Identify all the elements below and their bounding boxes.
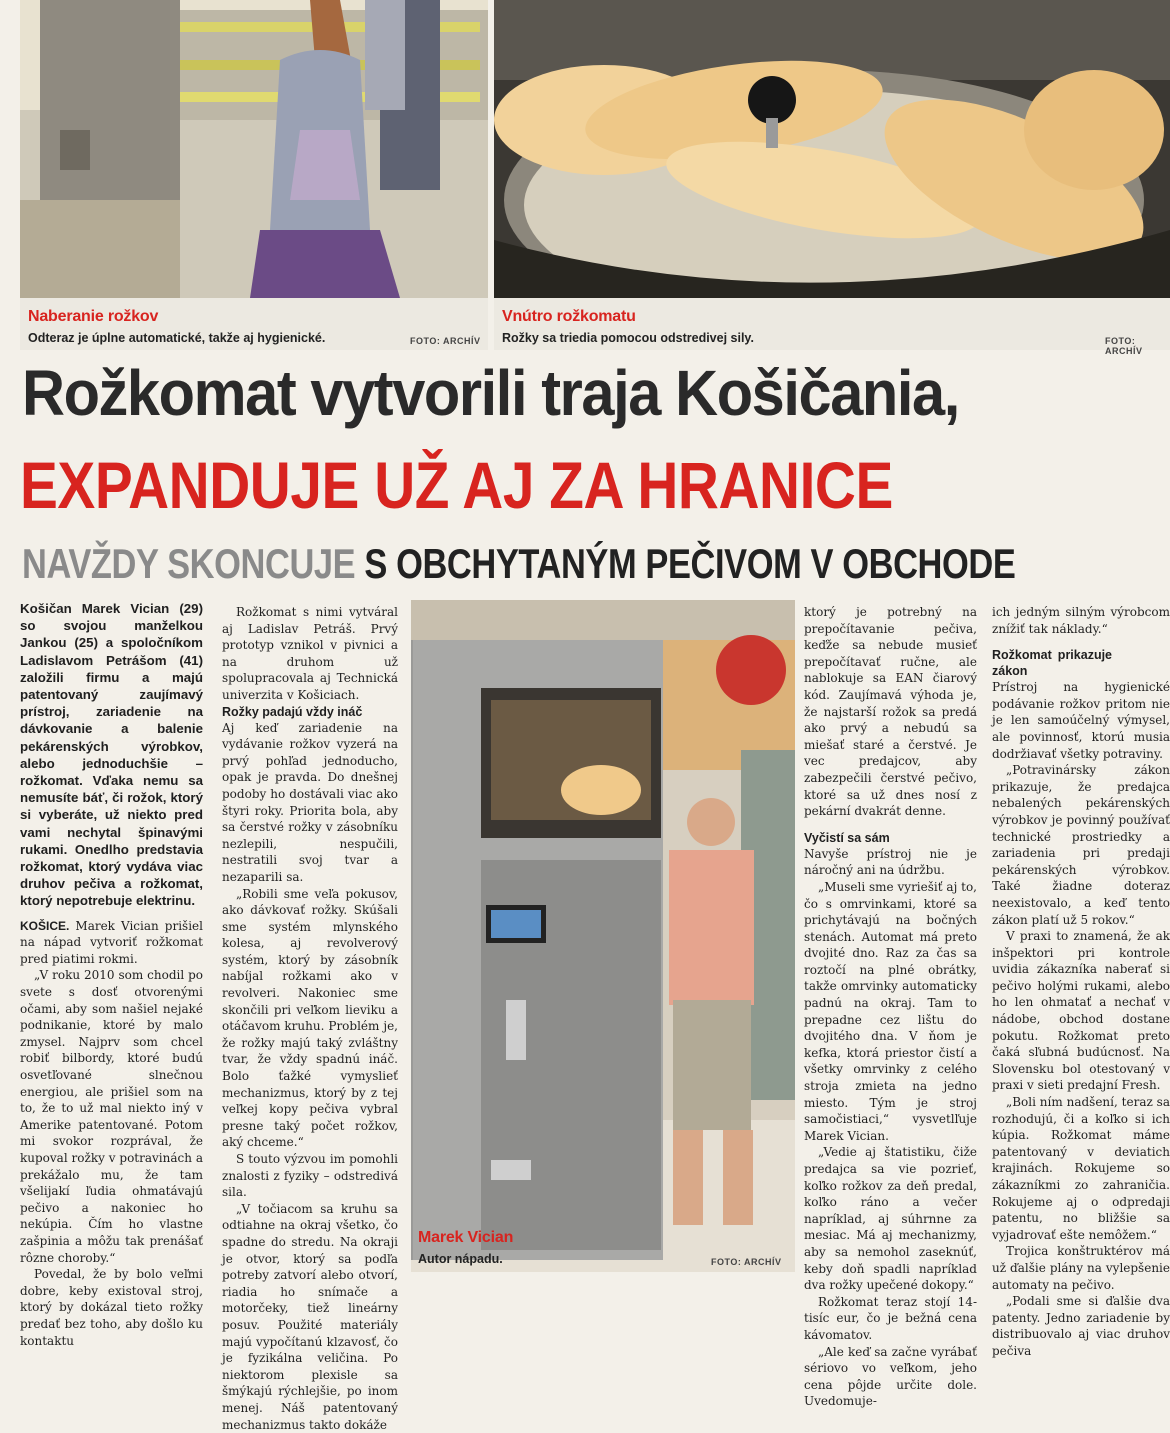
article-paragraph: ktorý je potrebný na prepočítavanie pečiva, keďže sa nebude musieť prepočítavať ručne, ale nablokuje sa EAN čiarový kód. Zaujímavá výhoda je, že najstarší rožok sa predá ako prvý a nebudú sa miešať staré a čerstvé. Je vec predajcov, aby zabezpečili čerstvé pečivo, ktoré sa už dnes nosí z pekární dvakrát denne.	[804, 605, 977, 819]
photo-caption-title: Naberanie rožkov	[28, 308, 159, 325]
article-paragraph: Povedal, že by bolo veľmi dobre, keby existoval stroj, ktorý by dokázal tieto rožky predať bez toho, aby došlo ku kontaktu	[20, 1267, 203, 1348]
article-paragraph: Aj keď zariadenie na vydávanie rožkov vyzerá na prvý pohľad jednoducho, opak je pravda. Do dnešnej podoby ho dostávali viac ako štyri roky. Priorita bola, aby sa čerstvé rožky v zásobníku nezlepili, nespučili, nestratili svoj tvar a nezaparili sa.	[222, 720, 398, 884]
photo-credit: FOTO: ARCHÍV	[1105, 336, 1143, 356]
article-paragraph: Rožkomat teraz stojí 14-tisíc eur, čo je bežná cena kávomatov.	[804, 1294, 977, 1342]
photo-rolls-inside	[494, 0, 1170, 298]
photo-credit: FOTO: ARCHÍV	[410, 336, 481, 346]
article-paragraph: „Boli ním nadšení, teraz sa rozhodujú, či a koľko si ich kúpia. Rožkomat máme patentovaný v deviatich krajinách. Rokujeme so zákazníkmi zo zahraničia. Rokujeme aj o odpredaji patentu, no bližšie sa vyjadrovať ešte nemôžem.“	[992, 1095, 1170, 1242]
subheading: Rožky padajú vždy ináč	[222, 704, 363, 719]
photo-caption-text: Odteraz je úplne automatické, takže aj hygienické.	[28, 331, 326, 345]
article-lead: Košičan Marek Vician (29) so svojou manželkou Jankou (25) a spoločníkom Ladislavom Petrášom (41) založili firmu a majú patentovaný zaujímavý prístroj, zariadenie na dávkovanie a balenie pekárenských výrobkov, alebo jednoduchšie – rožkomat. Vďaka nemu sa nemusíte báť, či rožok, ktorý si vyberáte, už niekto pred vami nechytal špinavými rukami. Onedlho predstavia rožkomat, ktorý vydáva viac druhov pečiva a rožkomat, ktorý nepotrebuje elektrinu.	[20, 601, 203, 909]
article-paragraph: „Ale keď sa začne vyrábať sériovo vo veľkom, jeho cena pôjde určite dole. Uvedomuje-	[804, 1344, 977, 1409]
article-paragraph: „Vedie aj štatistiku, čiže predajca sa vie pozrieť, koľko rožkov za deň predal, koľko ráno a večer napríklad, aj súhrnne za mesiac. Má aj mechanizmy, aby sa nemohol zaseknúť, keby doň spadli napríklad dva rožky upečené dokopy.“	[804, 1145, 977, 1293]
photo-shop-girl	[20, 0, 488, 298]
article-paragraph: „V točiacom sa kruhu sa odtiahne na okraj všetko, čo spadne do stredu. Na okraji je otvor, ktorý sa podľa potreby zatvorí alebo otvorí, riadia ho snímače a motorčeky, tiež lineárny posuv. Použité materiály majú vypočítanú klzavosť, čo je fyzikálna veličina. Po niektorom plexisle sa šmýkajú rýchlejšie, po inom menej. Náš patentovaný mechanizmus takto dokáže	[222, 1201, 398, 1432]
article-column-3	[804, 604, 977, 1409]
article-paragraph: ich jedným silným výrobcom znížiť tak náklady.“	[992, 605, 1170, 636]
article-paragraph: S touto výzvou im pomohli znalosti z fyziky – odstredivá sila.	[222, 1152, 398, 1200]
subheading: Rožkomat prikazuje zákon	[992, 648, 1112, 679]
photo-credit: FOTO: ARCHÍV	[711, 1257, 782, 1267]
photo-caption-text: Autor nápadu.	[418, 1252, 503, 1266]
headline-main: Rožkomat vytvorili traja Košičania,	[22, 357, 959, 429]
headline-sub-grey: NAVŽDY SKONCUJE	[22, 540, 356, 587]
headline-sub-dark: S OBCHYTANÝM PEČIVOM V OBCHODE	[364, 540, 1016, 587]
article-paragraph: V praxi to znamená, že ak inšpektori pri kontrole uvidia zákazníka naberať si pečivo holými rukami, alebo ho len ohmatať a nechať v nádobe, obchod dostane pokutu. Rožkomat preto čaká sľubná budúcnosť. Na Slovensku bol otestovaný v praxi v sieti predajní Fresh.	[992, 929, 1170, 1093]
article-column-2	[222, 604, 398, 1432]
article-paragraph: Trojica konštruktérov má už ďalšie plány na vylepšenie automaty na pečivo.	[992, 1244, 1170, 1292]
article-column-4	[992, 604, 1170, 1358]
photo-caption-title: Vnútro rožkomatu	[502, 308, 636, 325]
photo-caption-title: Marek Vician	[418, 1229, 514, 1246]
article-paragraph	[20, 918, 203, 968]
headline-sub	[22, 540, 1015, 588]
article-text: Marek Vician prišiel na nápad vytvoriť rožkomat pred piatimi rokmi.	[20, 918, 203, 966]
subheading: Vyčistí sa sám	[804, 830, 890, 845]
article-paragraph: „Robili sme veľa pokusov, ako dávkovať rožky. Skúšali sme systém mlynského kolesa, aj revolverový systém, ktorý by zásobník nabíjal rožkami ako v revolveri. Nakoniec sme skončili pri veľkom lieviku a otáčavom kruhu. Problém je, že rožky majú taký zvláštny tvar, že vždy spadnú ináč. Bolo ťažké vymyslieť mechanizmus, ktorý by z tej veľkej kopy pečiva vybral presne taký počet rožkov, aký chceme.“	[222, 886, 398, 1150]
article-paragraph: „V roku 2010 som chodil po svete s dosť otvorenými očami, aby som našiel nejaké podnikanie, ktoré by malo zmysel. Najprv som chcel robiť bilbordy, ktoré budú osvetľované slnečnou energiou, ale prišiel som na to, že to už mal niekto iný v Amerike patentované. Potom mi svokor rozprával, že kupoval rožky v potravinách a prekážalo mu, že tam všelijakí ľudia ohmatávajú pečivo a nakoniec ho nekúpia. Čím ho vlastne zašpinia a môžu tak prenášať rôzne choroby.“	[20, 968, 203, 1265]
photo-caption-text: Rožky sa triedia pomocou odstredivej sily.	[502, 331, 754, 345]
photo-machine-author	[411, 600, 795, 1272]
headline-red: EXPANDUJE UŽ AJ ZA HRANICE	[20, 448, 893, 522]
article-paragraph: „Museli sme vyriešiť aj to, čo s omrvinkami, ktoré sa prichytávajú na bočných stenách. Automat má preto dvojité dno. Raz za čas sa roztočí na plné obrátky, takže omrvinky automaticky padnú na okraj. Tam to prepadne cez lištu do dvojitého dna. V ňom je kefka, ktorá priestor čistí a všetky omrvinky z celého stroja zmieta na jedno miesto. Tým je stroj samočistiaci,“ vysvetlľuje Marek Vician.	[804, 879, 977, 1143]
article-column-1	[20, 600, 203, 1348]
article-paragraph: Navyše prístroj nie je náročný ani na údržbu.	[804, 846, 977, 878]
dateline: KOŠICE.	[20, 918, 70, 933]
article-paragraph: „Potravinársky zákon prikazuje, že predajca nebalených pekárenských výrobkov je povinný používať technické prostriedky a zariadenia pri predaji pekárenských výrobkov. Také žiadne doteraz neexistovalo, a keď tento zákon platí už 5 rokov.“	[992, 763, 1170, 927]
article-paragraph: Rožkomat s nimi vytváral aj Ladislav Petráš. Prvý prototyp vznikol v pivnici a na druhom už spolupracovala aj Technická univerzita v Košiciach.	[222, 605, 398, 702]
article-paragraph: „Podali sme si ďalšie dva patenty. Jedno zariadenie by distribuovalo aj viac druhov pečiva	[992, 1294, 1170, 1358]
article-paragraph: Prístroj na hygienické podávanie rožkov pritom nie je len samoúčelný výmysel, ale povinnosť, ktorú musia dodržiavať všetky potraviny.	[992, 680, 1170, 761]
